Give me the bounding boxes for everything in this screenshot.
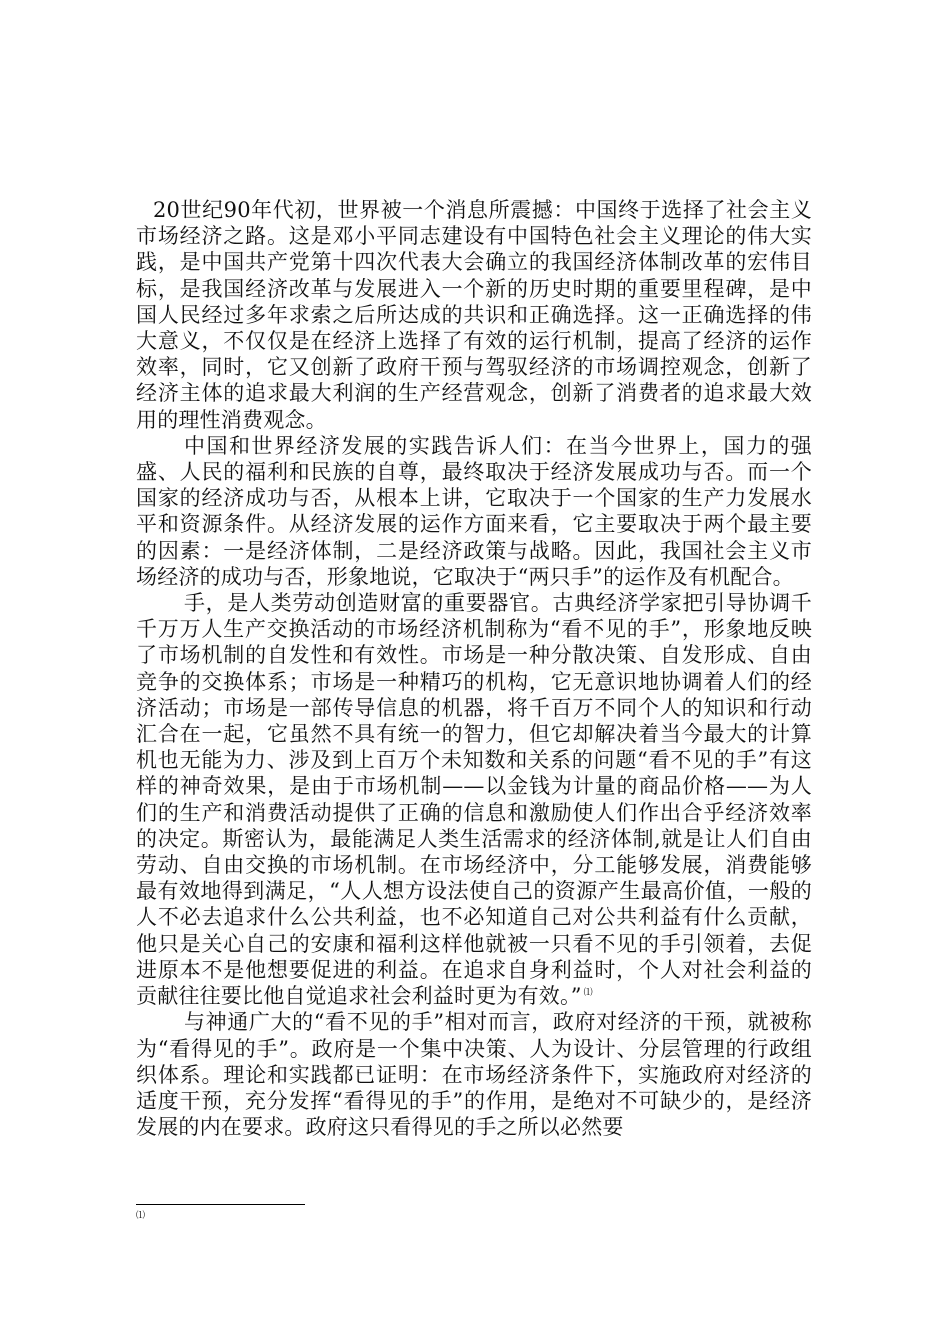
footnote-divider <box>136 1204 305 1205</box>
paragraph-4: 与神通广大的“看不见的手”相对而言，政府对经济的干预，就被称为“看得见的手”。政府是一个集中决策、人为设计、分层管理的行政组织体系。理论和实践都已证明：在市场经济条件下，实施政府对经济的适度干预，充分发挥“看得见的手”的作用，是绝对不可缺少的，是经济发展的内在要求。政府这只看得见的手之所以必然要 <box>136 1010 812 1140</box>
paragraph-3-text: 手，是人类劳动创造财富的重要器官。古典经济学家把引导协调千千万万人生产交换活动的市场经济机制称为“看不见的手”，形象地反映了市场机制的自发性和有效性。市场是一种分散决策、自发形成、自由竞争的交换体系；市场是一种精巧的机构，它无意识地协调着人们的经济活动；市场是一部传导信息的机器，将千百万不同个人的知识和行动汇合在一起，它虽然不具有统一的智力，但它却解决着当今最大的计算机也无能为力、涉及到上百万个未知数和关系的问题“看不见的手”有这样的神奇效果，是由于市场机制——以金钱为计量的商品价格——为人们的生产和消费活动提供了正确的信息和激励使人们作出合乎经济效率的决定。斯密认为，最能满足人类生活需求的经济体制,就是让人们自由劳动、自由交换的市场机制。在市场经济中，分工能够发展，消费能够最有效地得到满足，“人人想方设法使自己的资源产生最高价值，一般的人不必去追求什么公共利益，也不必知道自己对公共利益有什么贡献，他只是关心自己的安康和福利这样他就被一只看不见的手引领着，去促进原本不是他想要促进的利益。在追求自身利益时，个人对社会利益的贡献往往要比他自觉追求社会利益时更为有效。” <box>136 591 812 1009</box>
body-text <box>136 197 812 1140</box>
footnote-reference[interactable]: ⑴ <box>583 988 593 999</box>
paragraph-1: 20世纪90年代初，世界被一个消息所震撼：中国终于选择了社会主义市场经济之路。这是邓小平同志建设有中国特色社会主义理论的伟大实践，是中国共产党第十四次代表大会确立的我国经济体制改革的宏伟目标，是我国经济改革与发展进入一个新的历史时期的重要里程碑，是中国人民经过多年求索之后所达成的共识和正确选择。这一正确选择的伟大意义，不仅仅是在经济上选择了有效的运行机制，提高了经济的运作效率，同时，它又创新了政府干预与驾驭经济的市场调控观念，创新了经济主体的追求最大利润的生产经营观念，创新了消费者的追求最大效用的理性消费观念。 <box>136 198 812 432</box>
paragraph-3 <box>136 590 812 1009</box>
footnote-mark: ⑴ <box>136 1211 146 1221</box>
paragraph-2: 中国和世界经济发展的实践告诉人们：在当今世界上，国力的强盛、人民的福利和民族的自尊，最终取决于经济发展成功与否。而一个国家的经济成功与否，从根本上讲，它取决于一个国家的生产力发展水平和资源条件。从经济发展的运作方面来看，它主要取决于两个最主要的因素：一是经济体制，二是经济政策与战略。因此，我国社会主义市场经济的成功与否，形象地说，它取决于“两只手”的运作及有机配合。 <box>136 433 812 589</box>
